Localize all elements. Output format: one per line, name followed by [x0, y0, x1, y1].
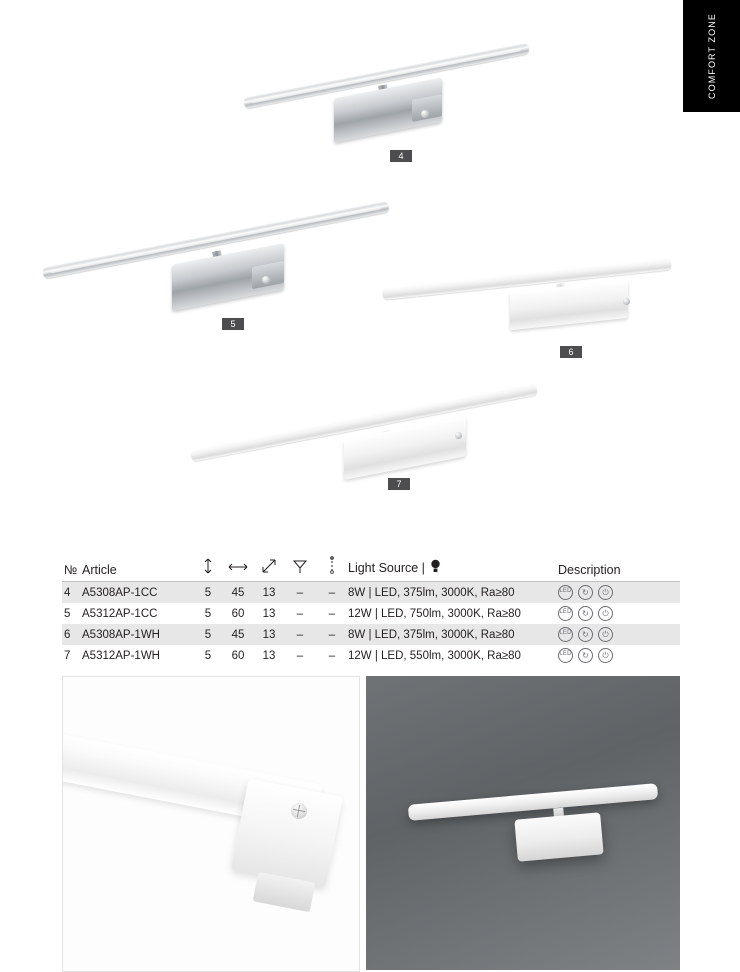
photo-close-up-white-fixture: [62, 676, 360, 972]
diagonal-icon: [254, 558, 284, 577]
row-height: 5: [204, 607, 212, 620]
row-article: A5312AP-1CC: [82, 607, 158, 620]
row-shade: –: [296, 628, 304, 641]
row-description: [558, 648, 680, 663]
power-icon: ⏻: [598, 585, 613, 600]
row-depth: 13: [262, 649, 276, 662]
row-no: 7: [64, 649, 71, 662]
recycle-icon: ↻: [578, 627, 593, 642]
figure-number-6: 6: [560, 346, 582, 358]
row-width: 60: [231, 607, 245, 620]
figure-number-5: 5: [222, 318, 244, 330]
row-description: [558, 627, 680, 642]
header-light-source: Light Source |: [348, 561, 425, 575]
fixture-body: [514, 812, 603, 861]
row-shade: –: [296, 607, 304, 620]
row-depth: 13: [262, 628, 276, 641]
row-width: 45: [231, 586, 245, 599]
row-suspension: –: [328, 628, 336, 641]
corner-tab-label: COMFORT ZONE: [706, 13, 717, 99]
led-badge-icon: LED: [558, 648, 573, 663]
row-height: 5: [204, 649, 212, 662]
header-description: Description: [558, 563, 621, 577]
row-shade: –: [296, 649, 304, 662]
row-width: 60: [231, 649, 245, 662]
table-header-row: [62, 556, 680, 582]
led-badge-icon: LED: [558, 627, 573, 642]
table-row: [62, 645, 680, 666]
figure-number-4: 4: [390, 150, 412, 162]
recycle-icon: ↻: [578, 606, 593, 621]
row-description: [558, 585, 680, 600]
row-light-source: 12W | LED, 750lm, 3000K, Ra≥80: [348, 607, 521, 620]
row-description: [558, 606, 680, 621]
spec-table: [62, 556, 680, 666]
row-no: 4: [64, 586, 71, 599]
led-badge-icon: LED: [558, 585, 573, 600]
recycle-icon: ↻: [578, 585, 593, 600]
recycle-icon: ↻: [578, 648, 593, 663]
row-depth: 13: [262, 586, 276, 599]
row-light-source: 8W | LED, 375lm, 3000K, Ra≥80: [348, 628, 515, 641]
width-icon: [222, 560, 254, 577]
row-height: 5: [204, 586, 212, 599]
power-icon: ⏻: [598, 606, 613, 621]
row-depth: 13: [262, 607, 276, 620]
row-suspension: –: [328, 607, 336, 620]
table-row: [62, 603, 680, 624]
fixture-body: [231, 779, 343, 888]
led-badge-icon: LED: [558, 606, 573, 621]
header-no: №: [64, 563, 78, 577]
header-article: Article: [82, 563, 117, 577]
figure-number-7: 7: [388, 478, 410, 490]
row-light-source: 8W | LED, 375lm, 3000K, Ra≥80: [348, 586, 515, 599]
table-row: [62, 582, 680, 603]
suspension-icon: [316, 556, 348, 577]
row-light-source: 12W | LED, 550lm, 3000K, Ra≥80: [348, 649, 521, 662]
power-icon: ⏻: [598, 627, 613, 642]
fixture-bar: [408, 783, 658, 821]
height-icon: [194, 558, 222, 577]
table-row: [62, 624, 680, 645]
row-article: A5312AP-1WH: [82, 649, 160, 662]
bulb-icon: [430, 559, 441, 577]
row-no: 5: [64, 607, 71, 620]
photo-installed-fixture: [366, 676, 680, 970]
row-article: A5308AP-1CC: [82, 586, 158, 599]
shade-icon: [284, 558, 316, 577]
row-article: A5308AP-1WH: [82, 628, 160, 641]
row-no: 6: [64, 628, 71, 641]
row-suspension: –: [328, 649, 336, 662]
row-shade: –: [296, 586, 304, 599]
row-width: 45: [231, 628, 245, 641]
row-height: 5: [204, 628, 212, 641]
power-icon: ⏻: [598, 648, 613, 663]
row-suspension: –: [328, 586, 336, 599]
